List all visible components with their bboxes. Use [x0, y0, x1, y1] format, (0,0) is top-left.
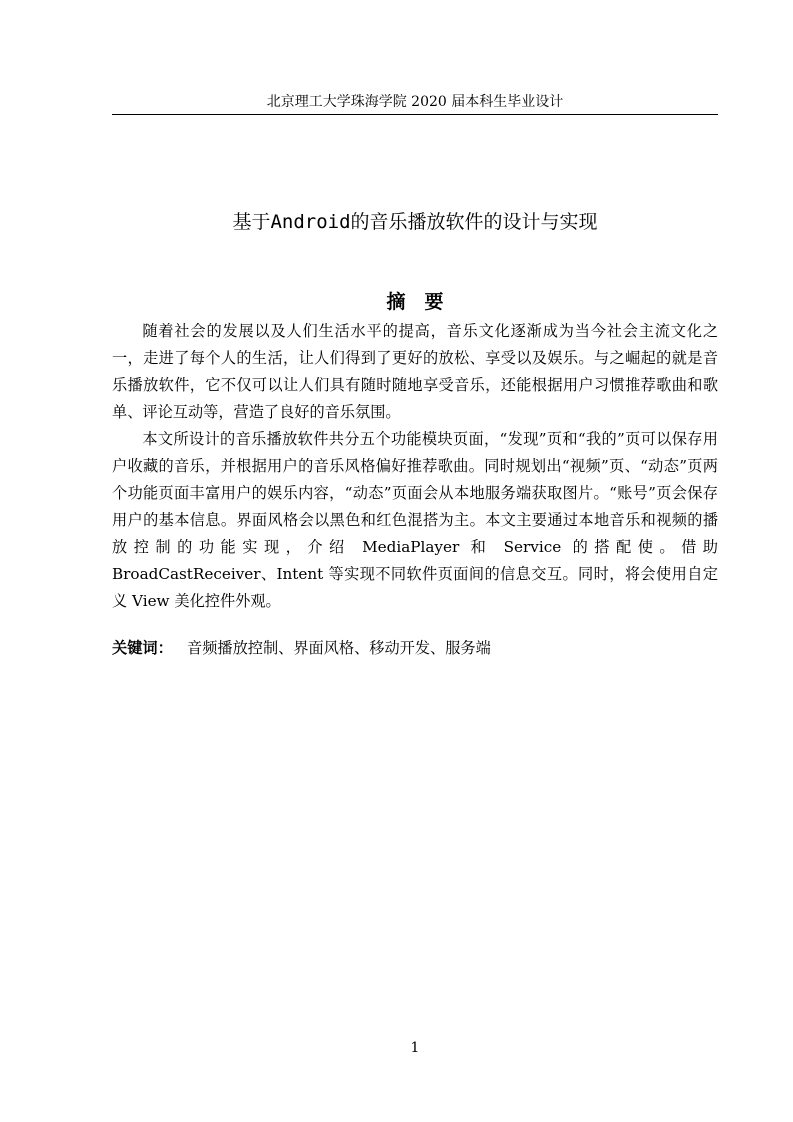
keywords-value: 音频播放控制、界面风格、移动开发、服务端 [187, 639, 491, 657]
abstract-paragraph-2: 本文所设计的音乐播放软件共分五个功能模块页面，“发现”页和“我的”页可以保存用户收藏的音乐，并根据用户的音乐风格偏好推荐歌曲。同时规划出“视频”页、“动态”页两个功能页面丰富用户的娱乐内容，“动态”页面会从本地服务端获取图片。“账号”页会保存用户的基本信息。界面风格会以黑色和红色混搭为主。本文主要通过本地音乐和视频的播放控制的功能实现，介绍 MediaPlayer 和 Service 的搭配使。借助 BroadCastReceiver、Intent 等实现不同软件页面间的信息交互。同时，将会使用自定义 View 美化控件外观。 [112, 430, 718, 610]
page-number: 1 [410, 1040, 420, 1056]
header-divider [112, 114, 718, 115]
abstract-body [112, 318, 718, 615]
page-header-text: 北京理工大学珠海学院 2020 届本科生毕业设计 [266, 94, 564, 110]
document-title [112, 208, 718, 236]
keywords-line [112, 636, 718, 660]
title-suffix: 的音乐播放软件的设计与实现 [350, 211, 598, 233]
keywords-label: 关键词： [112, 639, 173, 657]
abstract-paragraph-1: 随着社会的发展以及人们生活水平的提高，音乐文化逐渐成为当今社会主流文化之一，走进了每个人的生活，让人们得到了更好的放松、享受以及娱乐。与之崛起的就是音乐播放软件，它不仅可以让人们具有随时随地享受音乐，还能根据用户习惯推荐歌曲和歌单、评论互动等，营造了良好的音乐氛围。 [112, 322, 718, 421]
title-latin: Android [270, 211, 351, 233]
title-prefix: 基于 [232, 211, 271, 233]
abstract-heading: 摘 要 [386, 291, 444, 313]
page-header [112, 92, 718, 112]
